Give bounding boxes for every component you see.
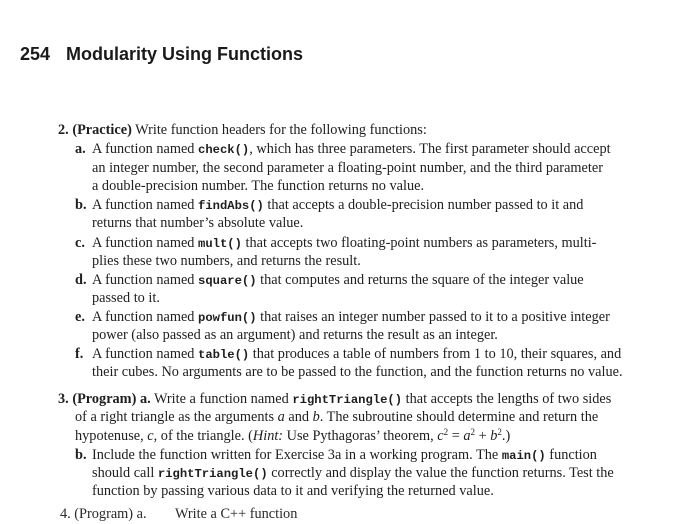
item-text: A function named mult() that accepts two floating-point numbers as parameters, multi-	[92, 235, 597, 251]
item-label: a.	[75, 141, 86, 157]
item-label: a.	[139, 391, 151, 407]
item-text: should call rightTriangle() correctly and display the value the function returns. Test the	[92, 465, 614, 481]
code-findabs: findAbs()	[198, 199, 264, 213]
item-label: e.	[75, 309, 85, 325]
item-text: A function named powfun() that raises an integer number passed to it to a positive integer	[92, 309, 610, 325]
exercise-3a: 3. (Program) a. Write a function named rightTriangle() that accepts the lengths of two sides	[58, 391, 612, 407]
item-text: a double-precision number. The function returns no value.	[92, 178, 425, 194]
item-text: power (also passed as an argument) and returns the result as an integer.	[92, 327, 498, 343]
item-text: A function named check(), which has three parameters. The first parameter should accept	[92, 141, 611, 157]
chapter-title: Modularity Using Functions	[66, 44, 304, 64]
item-text: Include the function written for Exercise 3a in a working program. The main() function	[92, 447, 597, 463]
code-check: check()	[198, 143, 250, 157]
cutoff-next-exercise: 4. (Program) a. Write a C++ function	[60, 506, 298, 522]
item-text: hypotenuse, c, of the triangle. (Hint: Use Pythagoras’ theorem, $c^2 = a^2 + b^2$.)	[75, 427, 511, 444]
item-text: A function named square() that computes and returns the square of the integer value	[92, 272, 584, 288]
item-text: their cubes. No arguments are to be passed to the function, and the function returns no value.	[92, 364, 623, 380]
page-header	[20, 44, 303, 65]
code-mult: mult()	[198, 237, 242, 251]
item-text: an integer number, the second parameter a floating-point number, and the third parameter	[92, 160, 603, 176]
code-righttriangle: rightTriangle()	[157, 467, 268, 481]
code-righttriangle: rightTriangle()	[292, 393, 403, 407]
item-text: function by passing various data to it and verifying the returned value.	[92, 483, 494, 499]
item-text: A function named table() that produces a table of numbers from 1 to 10, their squares, and	[92, 346, 622, 362]
item-text: returns that number’s absolute value.	[92, 215, 304, 231]
item-label: b.	[75, 447, 87, 463]
page-number: 254	[20, 44, 51, 64]
item-text: plies these two numbers, and returns the result.	[92, 253, 361, 269]
item-text: of a right triangle as the arguments a and b. The subroutine should determine and return the	[75, 409, 599, 425]
exercise-type: (Practice)	[72, 122, 132, 138]
item-label: d.	[75, 272, 87, 288]
code-square: square()	[198, 274, 257, 288]
item-label: c.	[75, 235, 85, 251]
exercise-2-intro: 2. (Practice) Write function headers for the following functions:	[58, 122, 427, 138]
item-text: A function named findAbs() that accepts a double-precision number passed to it and	[92, 197, 584, 213]
item-text: passed to it.	[92, 290, 160, 306]
exercise-number: 2.	[58, 122, 69, 138]
pythagoras-formula: $c^2 = a^2 + b^2$.)	[437, 427, 511, 444]
item-label: f.	[75, 346, 84, 362]
exercise-type: (Program)	[72, 391, 137, 407]
exercise-number: 3.	[58, 391, 69, 407]
item-label: b.	[75, 197, 87, 213]
hint-label: Hint:	[252, 428, 284, 444]
code-main: main()	[501, 449, 546, 463]
code-table: table()	[198, 348, 250, 362]
code-powfun: powfun()	[198, 311, 257, 325]
